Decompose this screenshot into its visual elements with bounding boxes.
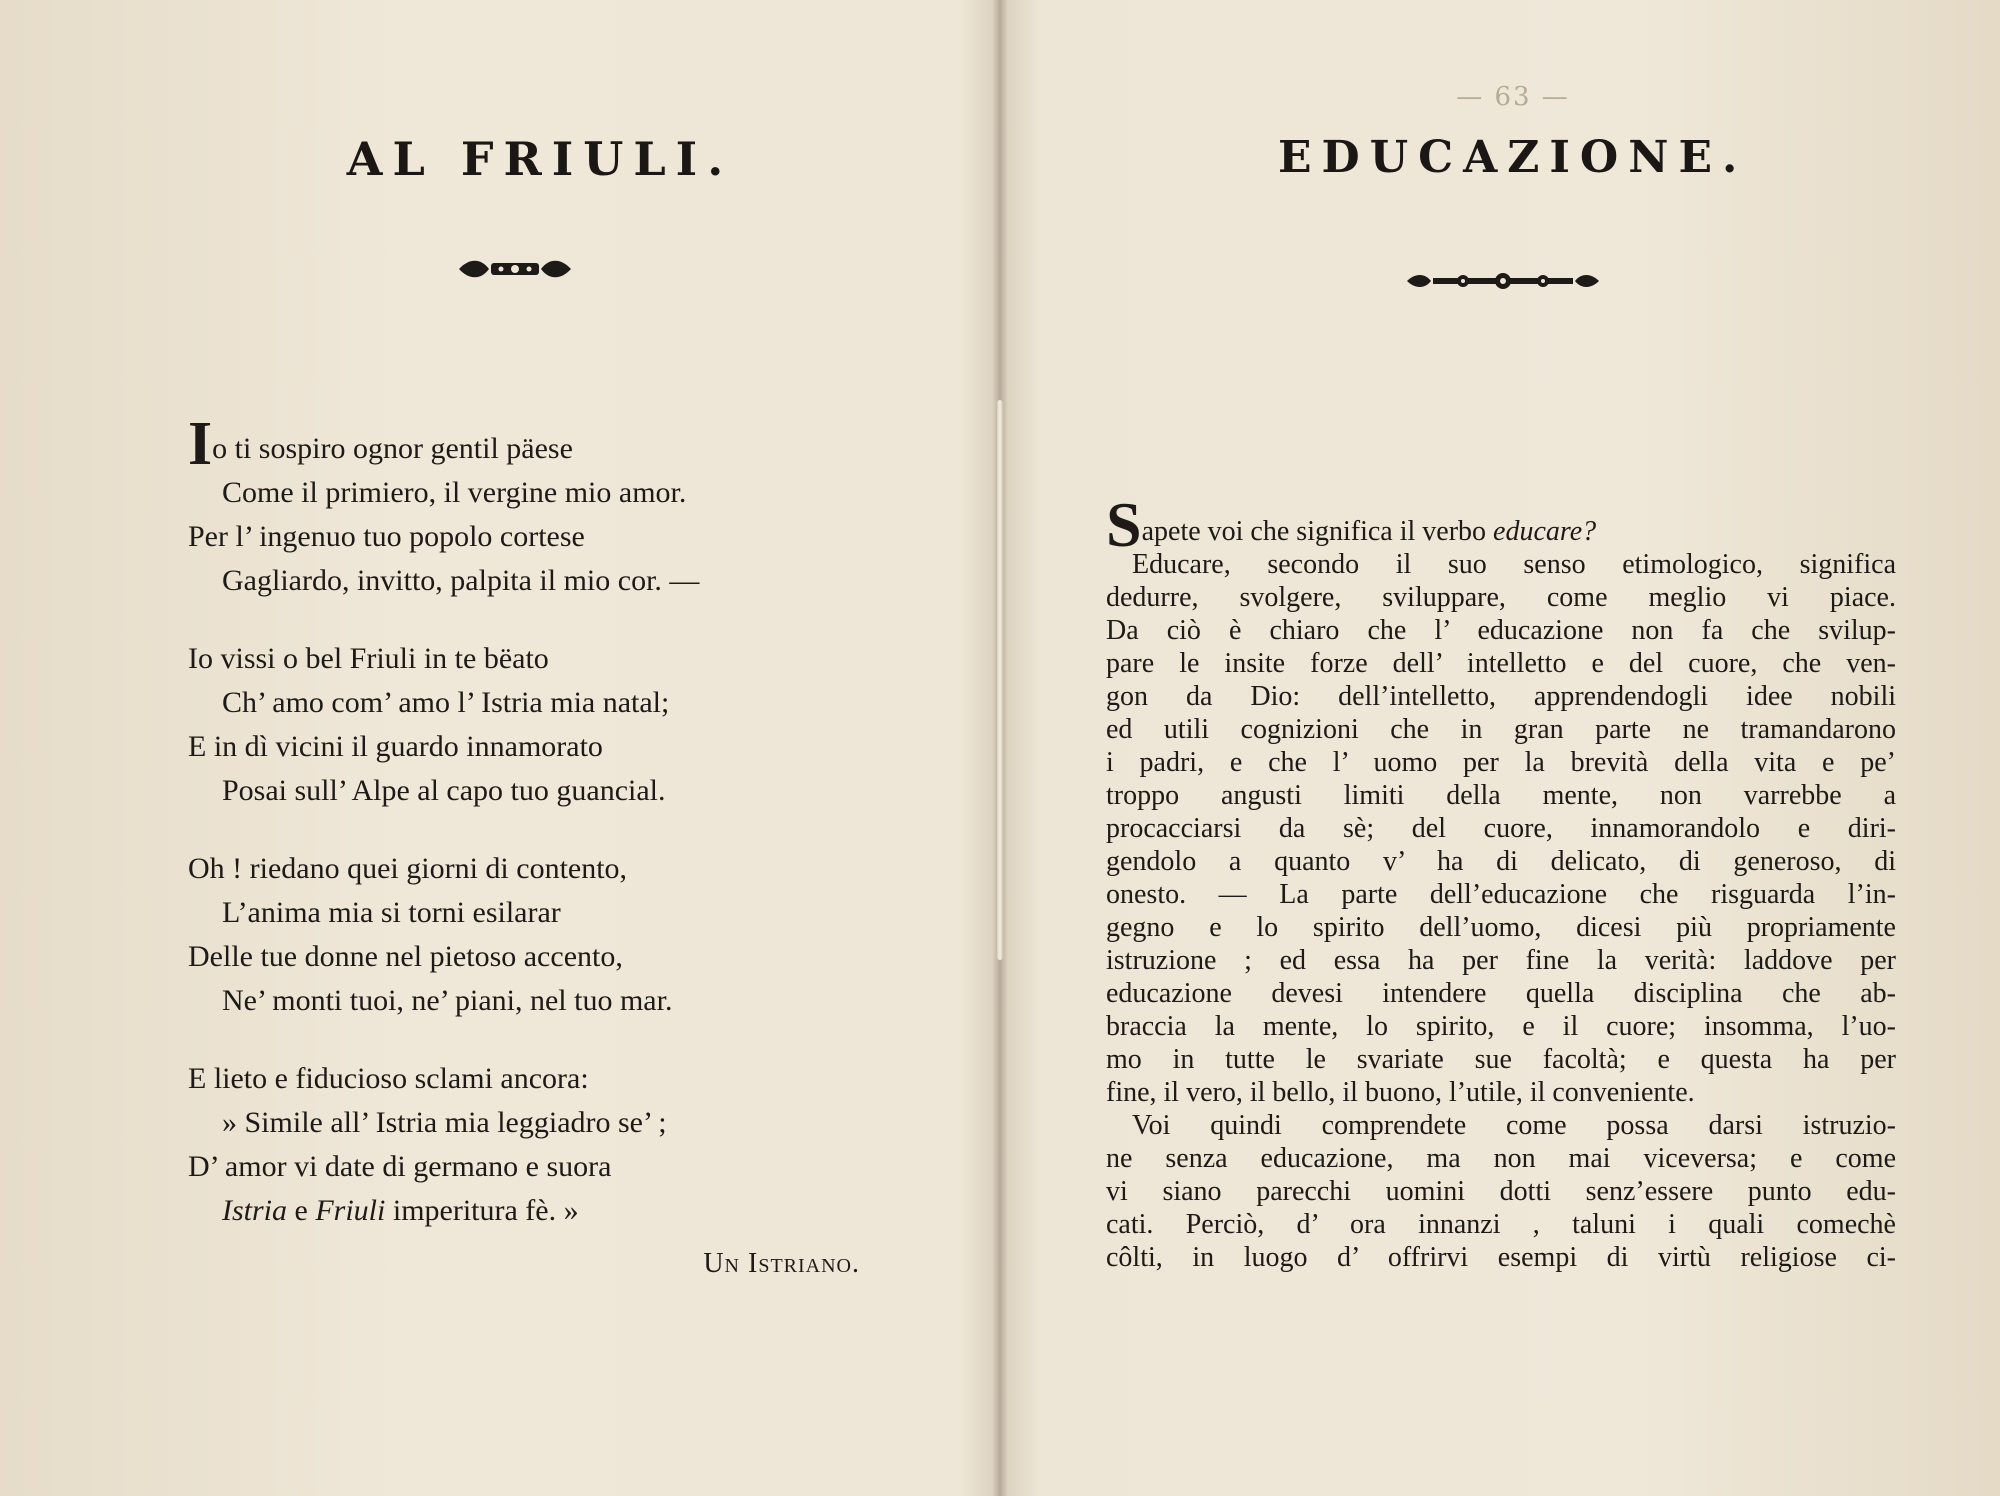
poem-line: Come il primiero, il vergine mio amor.: [222, 476, 687, 509]
article-line: Educare, secondo il suo senso etimologico, significa: [1132, 549, 1896, 580]
article-title-ornament: [1403, 270, 1603, 292]
article-line: vi siano parecchi uomini dotti senz’essere punto edu-: [1106, 1176, 1896, 1207]
poem-title: AL FRIULI.: [346, 132, 734, 186]
article-line: fine, il vero, il bello, il buono, l’utile, il conveniente.: [1106, 1077, 1695, 1108]
article-line: braccia la mente, lo spirito, e il cuore; insomma, l’uo-: [1106, 1011, 1896, 1042]
article-line: dedurre, svolgere, sviluppare, come meglio vi piace.: [1106, 582, 1896, 613]
poem-stanza-2: [188, 637, 868, 813]
article-line: gendolo a quanto v’ ha di delicato, di generoso, di: [1106, 846, 1896, 877]
article-line: troppo angusti limiti della mente, non varrebbe a: [1106, 780, 1896, 811]
article-line: mo in tutte le svariate sue facoltà; e questa ha per: [1106, 1044, 1896, 1075]
poem-line: Io ti sospiro ognor gentil päese: [188, 410, 573, 478]
poem-line: » Simile all’ Istria mia leggiadro se’ ;: [222, 1106, 667, 1139]
poem-line: Posai sull’ Alpe al capo tuo guancial.: [222, 774, 666, 807]
page-number: — 63 —: [1456, 82, 1570, 112]
article-line: pare le insite forze dell’ intelletto e del cuore, che ven-: [1106, 648, 1896, 679]
poem-line: Delle tue donne nel pietoso accento,: [188, 940, 623, 973]
poem-stanza-1: [188, 410, 868, 603]
article-line: ne senza educazione, ma non mai viceversa; e come: [1106, 1143, 1896, 1174]
poem-line: D’ amor vi date di germano e suora: [188, 1150, 612, 1183]
right-page: [1008, 0, 2000, 1496]
poem-line: Istria e Friuli imperitura fè. »: [222, 1194, 579, 1227]
article-line: côlti, in luogo d’ offrirvi esempi di virtù religiose ci-: [1106, 1242, 1896, 1273]
article-line: Da ciò è chiaro che l’ educazione non fa che svilup-: [1106, 615, 1896, 646]
article-line: ed utili cognizioni che in gran parte ne tramandarono: [1106, 714, 1896, 745]
article-line: i padri, e che l’ uomo per la brevità della vita e pe’: [1106, 747, 1896, 778]
poem-line: Ne’ monti tuoi, ne’ piani, nel tuo mar.: [222, 984, 673, 1017]
poem: [188, 410, 868, 1267]
binding-fold: [997, 400, 1003, 960]
poem-line: E lieto e fiducioso sclami ancora:: [188, 1062, 589, 1095]
poem-line: Oh ! riedano quei giorni di contento,: [188, 852, 628, 885]
article-first-line: Sapete voi che significa il verbo educare?: [1106, 489, 1597, 560]
article-line: procacciarsi da sè; del cuore, innamorandolo e diri-: [1106, 813, 1896, 844]
poem-line: Gagliardo, invitto, palpita il mio cor. —: [222, 564, 700, 597]
poem-stanza-3: [188, 847, 868, 1023]
poem-stanza-4: [188, 1057, 868, 1233]
article-line: istruzione ; ed essa ha per fine la verità: laddove per: [1106, 945, 1896, 976]
article-line: onesto. — La parte dell’educazione che risguarda l’in-: [1106, 879, 1896, 910]
poem-line: Ch’ amo com’ amo l’ Istria mia natal;: [222, 686, 670, 719]
article-drop-cap: S: [1106, 489, 1142, 560]
article-title: EDUCAZIONE.: [1278, 132, 1748, 183]
poem-drop-cap: I: [188, 410, 213, 478]
poem-line: E in dì vicini il guardo innamorato: [188, 730, 603, 763]
poem-line: Per l’ ingenuo tuo popolo cortese: [188, 520, 585, 553]
article-body: [1106, 489, 1896, 1274]
poem-signature: Un Istriano.: [703, 1248, 860, 1279]
article-line: gegno e lo spirito dell’uomo, dicesi più propriamente: [1106, 912, 1896, 943]
article-line: gon da Dio: dell’intelletto, apprendendogli idee nobili: [1106, 681, 1896, 712]
article-line: cati. Perciò, d’ ora innanzi , taluni i quali comechè: [1106, 1209, 1896, 1240]
article-line: Voi quindi comprendete come possa darsi istruzio-: [1132, 1110, 1896, 1141]
poem-line: L’anima mia si torni esilarar: [222, 896, 561, 929]
poem-title-ornament: [455, 256, 575, 282]
article-line: educazione devesi intendere quella disciplina che ab-: [1106, 978, 1896, 1009]
left-page: [0, 0, 992, 1496]
poem-line: Io vissi o bel Friuli in te bëato: [188, 642, 549, 675]
